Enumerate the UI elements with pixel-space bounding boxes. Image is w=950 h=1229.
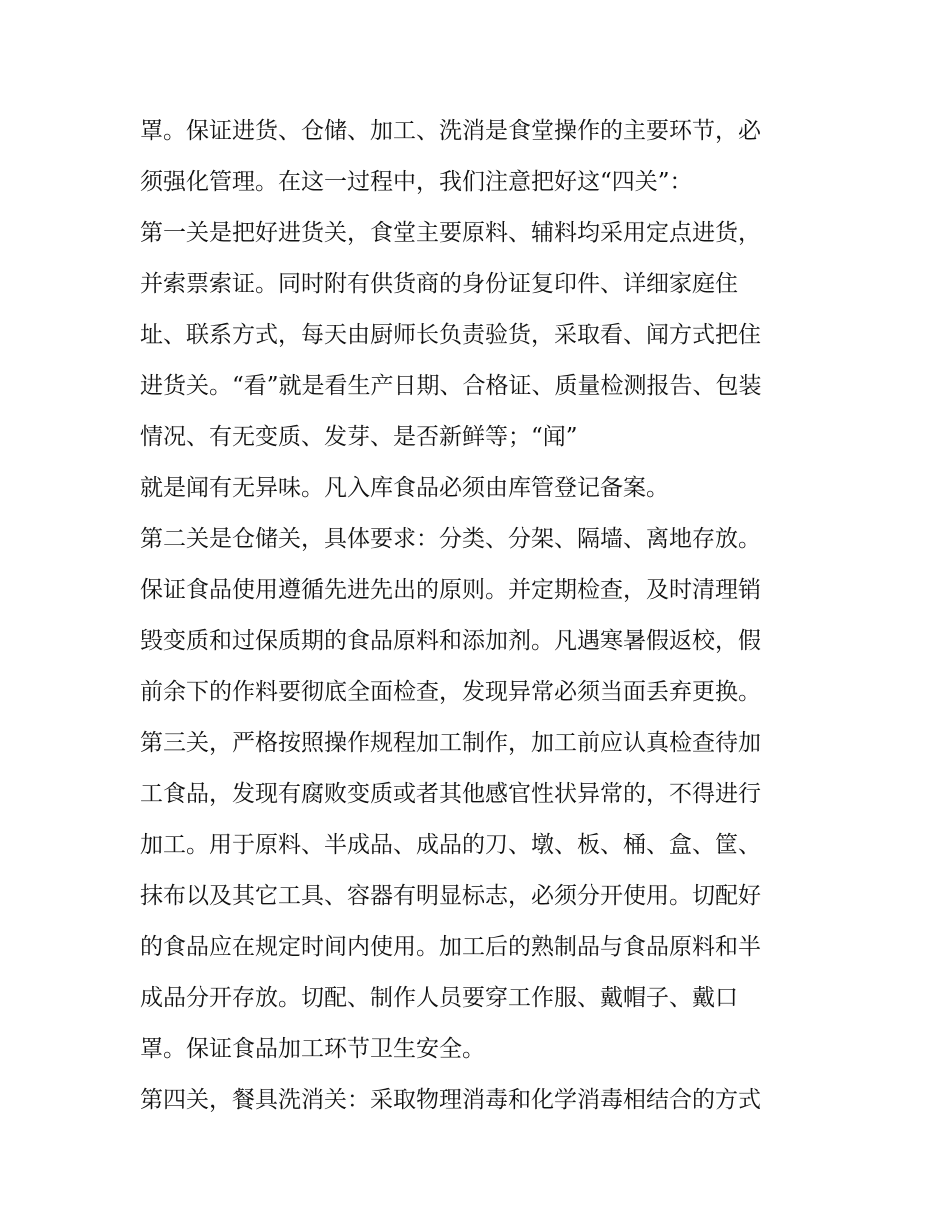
text-line: 工食品，发现有腐败变质或者其他感官性状异常的，不得进行 — [140, 781, 761, 807]
text-line: 第一关是把好进货关，食堂主要原料、辅料均采用定点进货， — [140, 220, 761, 246]
text-line: 的食品应在规定时间内使用。加工后的熟制品与食品原料和半 — [140, 934, 761, 960]
text-line: 进货关。“看”就是看生产日期、合格证、质量检测报告、包装 — [140, 373, 762, 399]
text-line: 罩。保证进货、仓储、加工、洗消是食堂操作的主要环节，必 — [140, 118, 761, 144]
text-line: 罩。保证食品加工环节卫生安全。 — [140, 1036, 485, 1062]
text-line: 并索票索证。同时附有供货商的身份证复印件、详细家庭住 — [140, 271, 738, 297]
text-line: 第三关，严格按照操作规程加工制作，加工前应认真检查待加 — [140, 730, 761, 756]
body-text — [140, 106, 820, 1126]
text-line: 保证食品使用遵循先进先出的原则。并定期检查，及时清理销 — [140, 577, 761, 603]
text-line: 第二关是仓储关，具体要求：分类、分架、隔墙、离地存放。 — [140, 526, 761, 552]
text-line: 成品分开存放。切配、制作人员要穿工作服、戴帽子、戴口 — [140, 985, 738, 1011]
text-line: 毁变质和过保质期的食品原料和添加剂。凡遇寒暑假返校，假 — [140, 628, 761, 654]
text-line: 加工。用于原料、半成品、成品的刀、墩、板、桶、盒、筐、 — [140, 832, 761, 858]
text-line: 址、联系方式，每天由厨师长负责验货，采取看、闻方式把住 — [140, 322, 761, 348]
text-line: 第四关，餐具洗消关：采取物理消毒和化学消毒相结合的方式 — [140, 1087, 761, 1113]
text-line: 情况、有无变质、发芽、是否新鲜等；“闻” — [140, 424, 578, 450]
text-line: 须强化管理。在这一过程中，我们注意把好这“四关”： — [140, 169, 693, 195]
text-line: 抹布以及其它工具、容器有明显标志，必须分开使用。切配好 — [140, 883, 761, 909]
text-line: 就是闻有无异味。凡入库食品必须由库管登记备案。 — [140, 475, 669, 501]
text-line: 前余下的作料要彻底全面检查，发现异常必须当面丢弃更换。 — [140, 679, 761, 705]
